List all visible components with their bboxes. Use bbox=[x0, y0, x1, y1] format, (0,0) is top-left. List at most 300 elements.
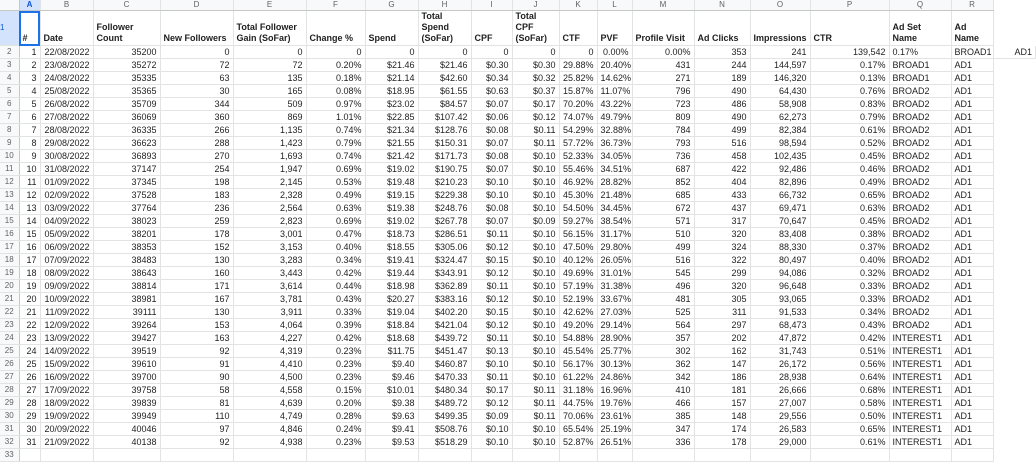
header-cell[interactable]: Profile Visit bbox=[632, 11, 694, 46]
table-cell[interactable]: 26 bbox=[19, 371, 40, 384]
table-cell[interactable]: 784 bbox=[632, 124, 694, 137]
table-cell[interactable]: 0.58% bbox=[810, 397, 889, 410]
table-cell[interactable]: AD1 bbox=[951, 228, 993, 241]
empty-cell[interactable] bbox=[418, 449, 471, 462]
table-cell[interactable]: BROAD2 bbox=[889, 319, 951, 332]
table-cell[interactable]: $305.06 bbox=[418, 241, 471, 254]
table-cell[interactable]: 19.76% bbox=[597, 397, 632, 410]
table-cell[interactable]: 27,007 bbox=[750, 397, 810, 410]
table-cell[interactable]: $0.11 bbox=[471, 280, 512, 293]
table-cell[interactable]: BROAD2 bbox=[889, 111, 951, 124]
table-cell[interactable]: $9.41 bbox=[365, 423, 418, 436]
table-cell[interactable]: $0.10 bbox=[512, 254, 559, 267]
table-cell[interactable]: AD1 bbox=[951, 72, 993, 85]
table-cell[interactable]: 8 bbox=[19, 137, 40, 150]
table-cell[interactable]: $18.55 bbox=[365, 241, 418, 254]
table-cell[interactable]: $0.12 bbox=[471, 241, 512, 254]
header-cell[interactable]: Follower Count bbox=[93, 11, 160, 46]
table-cell[interactable]: 47.50% bbox=[559, 241, 597, 254]
table-cell[interactable]: 49.79% bbox=[597, 111, 632, 124]
table-cell[interactable]: 0.39% bbox=[306, 319, 365, 332]
table-cell[interactable]: 0.23% bbox=[306, 436, 365, 449]
empty-cell[interactable] bbox=[889, 449, 951, 462]
table-cell[interactable]: 30.13% bbox=[597, 358, 632, 371]
table-cell[interactable]: 37147 bbox=[93, 163, 160, 176]
table-cell[interactable]: 0 bbox=[512, 46, 559, 59]
table-cell[interactable]: 10 bbox=[19, 163, 40, 176]
table-cell[interactable]: AD1 bbox=[951, 189, 993, 202]
table-cell[interactable]: 70.06% bbox=[559, 410, 597, 423]
table-cell[interactable]: $0.10 bbox=[512, 332, 559, 345]
table-cell[interactable]: $0.07 bbox=[471, 137, 512, 150]
column-letter-B[interactable]: B bbox=[40, 0, 93, 11]
table-cell[interactable]: 0.53% bbox=[306, 176, 365, 189]
table-cell[interactable]: AD1 bbox=[951, 280, 993, 293]
table-cell[interactable]: 58,908 bbox=[750, 98, 810, 111]
table-cell[interactable]: 0 bbox=[365, 46, 418, 59]
table-cell[interactable]: $42.60 bbox=[418, 72, 471, 85]
table-cell[interactable]: 0.43% bbox=[810, 319, 889, 332]
table-cell[interactable]: $0.09 bbox=[471, 410, 512, 423]
table-cell[interactable]: $499.35 bbox=[418, 410, 471, 423]
table-cell[interactable]: 15/09/2022 bbox=[40, 358, 93, 371]
table-cell[interactable]: 148 bbox=[694, 410, 750, 423]
table-cell[interactable]: 672 bbox=[632, 202, 694, 215]
column-letter-C[interactable]: C bbox=[93, 0, 160, 11]
table-cell[interactable]: 35200 bbox=[93, 46, 160, 59]
table-cell[interactable]: 22/08/2022 bbox=[40, 46, 93, 59]
table-cell[interactable]: 39839 bbox=[93, 397, 160, 410]
table-cell[interactable]: 0.38% bbox=[810, 228, 889, 241]
table-cell[interactable]: 357 bbox=[632, 332, 694, 345]
table-cell[interactable]: 37345 bbox=[93, 176, 160, 189]
table-cell[interactable]: 163 bbox=[160, 332, 233, 345]
table-cell[interactable]: 39264 bbox=[93, 319, 160, 332]
table-cell[interactable]: AD1 bbox=[951, 332, 993, 345]
table-cell[interactable]: 385 bbox=[632, 410, 694, 423]
table-cell[interactable]: 26,583 bbox=[750, 423, 810, 436]
table-cell[interactable]: BROAD2 bbox=[889, 150, 951, 163]
table-cell[interactable]: 0.74% bbox=[306, 150, 365, 163]
table-cell[interactable]: $0.10 bbox=[512, 319, 559, 332]
table-cell[interactable]: 516 bbox=[694, 137, 750, 150]
table-cell[interactable]: 92 bbox=[160, 436, 233, 449]
table-cell[interactable]: 0.20% bbox=[306, 397, 365, 410]
table-cell[interactable]: 181 bbox=[694, 384, 750, 397]
table-cell[interactable]: BROAD2 bbox=[889, 124, 951, 137]
table-cell[interactable]: 5 bbox=[19, 98, 40, 111]
table-cell[interactable]: 0.32% bbox=[810, 267, 889, 280]
empty-cell[interactable] bbox=[233, 449, 306, 462]
header-cell[interactable]: Total CPF (SoFar) bbox=[512, 11, 559, 46]
table-cell[interactable]: $0.10 bbox=[512, 280, 559, 293]
table-cell[interactable]: 56.17% bbox=[559, 358, 597, 371]
table-cell[interactable]: 36069 bbox=[93, 111, 160, 124]
table-cell[interactable]: 311 bbox=[694, 306, 750, 319]
table-cell[interactable]: $439.72 bbox=[418, 332, 471, 345]
table-cell[interactable]: 0.23% bbox=[306, 371, 365, 384]
table-cell[interactable]: $0.10 bbox=[512, 163, 559, 176]
column-letter-J[interactable]: J bbox=[512, 0, 559, 11]
row-number[interactable]: 4 bbox=[0, 72, 19, 85]
table-cell[interactable]: 336 bbox=[632, 436, 694, 449]
row-number[interactable]: 31 bbox=[0, 423, 19, 436]
row-number[interactable]: 19 bbox=[0, 267, 19, 280]
table-cell[interactable]: 4,410 bbox=[233, 358, 306, 371]
table-cell[interactable]: 57.72% bbox=[559, 137, 597, 150]
table-cell[interactable]: 2,145 bbox=[233, 176, 306, 189]
table-cell[interactable]: 9 bbox=[19, 150, 40, 163]
table-cell[interactable]: 525 bbox=[632, 306, 694, 319]
table-cell[interactable]: 0.34% bbox=[306, 254, 365, 267]
table-cell[interactable]: 39111 bbox=[93, 306, 160, 319]
table-cell[interactable]: 410 bbox=[632, 384, 694, 397]
table-cell[interactable]: 4,938 bbox=[233, 436, 306, 449]
row-number[interactable]: 1 bbox=[0, 11, 19, 46]
table-cell[interactable]: AD1 bbox=[951, 384, 993, 397]
table-cell[interactable]: $0.34 bbox=[471, 72, 512, 85]
table-cell[interactable]: 3,911 bbox=[233, 306, 306, 319]
table-cell[interactable]: 0.49% bbox=[306, 189, 365, 202]
table-cell[interactable]: $0.15 bbox=[471, 254, 512, 267]
table-cell[interactable]: 28.82% bbox=[597, 176, 632, 189]
row-number[interactable]: 16 bbox=[0, 228, 19, 241]
table-cell[interactable]: $21.34 bbox=[365, 124, 418, 137]
column-letter-F[interactable]: F bbox=[306, 0, 365, 11]
table-cell[interactable]: 35335 bbox=[93, 72, 160, 85]
table-cell[interactable]: $0.12 bbox=[471, 397, 512, 410]
column-letter-O[interactable]: O bbox=[750, 0, 810, 11]
table-cell[interactable]: 320 bbox=[694, 228, 750, 241]
table-cell[interactable]: $0.10 bbox=[471, 189, 512, 202]
table-cell[interactable]: 36335 bbox=[93, 124, 160, 137]
table-cell[interactable]: 157 bbox=[694, 397, 750, 410]
table-cell[interactable]: 05/09/2022 bbox=[40, 228, 93, 241]
table-cell[interactable]: 687 bbox=[632, 163, 694, 176]
table-cell[interactable]: $0.10 bbox=[512, 150, 559, 163]
table-cell[interactable]: 26.05% bbox=[597, 254, 632, 267]
table-cell[interactable]: BROAD2 bbox=[889, 137, 951, 150]
table-cell[interactable]: 38353 bbox=[93, 241, 160, 254]
table-cell[interactable]: INTEREST1 bbox=[889, 371, 951, 384]
table-cell[interactable]: 422 bbox=[694, 163, 750, 176]
table-cell[interactable]: BROAD2 bbox=[889, 85, 951, 98]
table-cell[interactable]: 3,781 bbox=[233, 293, 306, 306]
table-cell[interactable]: 19/09/2022 bbox=[40, 410, 93, 423]
table-cell[interactable]: 69,471 bbox=[750, 202, 810, 215]
table-cell[interactable]: 347 bbox=[632, 423, 694, 436]
row-number[interactable]: 24 bbox=[0, 332, 19, 345]
column-letter-D[interactable]: D bbox=[160, 0, 233, 11]
empty-cell[interactable] bbox=[512, 449, 559, 462]
table-cell[interactable]: 45.30% bbox=[559, 189, 597, 202]
table-cell[interactable]: 29,556 bbox=[750, 410, 810, 423]
table-cell[interactable]: 0.42% bbox=[306, 267, 365, 280]
table-cell[interactable]: 28,938 bbox=[750, 371, 810, 384]
table-cell[interactable]: 4 bbox=[19, 85, 40, 98]
table-cell[interactable]: $0.11 bbox=[512, 410, 559, 423]
table-cell[interactable]: 30/08/2022 bbox=[40, 150, 93, 163]
table-cell[interactable]: 26.51% bbox=[597, 436, 632, 449]
table-cell[interactable]: $421.04 bbox=[418, 319, 471, 332]
header-cell[interactable]: # bbox=[19, 11, 40, 46]
table-cell[interactable]: 4,064 bbox=[233, 319, 306, 332]
table-cell[interactable]: 26/08/2022 bbox=[40, 98, 93, 111]
table-cell[interactable]: 91 bbox=[160, 358, 233, 371]
table-cell[interactable]: 0.23% bbox=[306, 358, 365, 371]
table-cell[interactable]: 54.29% bbox=[559, 124, 597, 137]
table-cell[interactable]: $460.87 bbox=[418, 358, 471, 371]
table-cell[interactable]: 4,500 bbox=[233, 371, 306, 384]
table-cell[interactable]: $19.41 bbox=[365, 254, 418, 267]
row-number[interactable]: 33 bbox=[0, 449, 19, 462]
table-cell[interactable]: 564 bbox=[632, 319, 694, 332]
table-cell[interactable]: 12 bbox=[19, 189, 40, 202]
table-cell[interactable]: 0.47% bbox=[306, 228, 365, 241]
table-cell[interactable]: $19.04 bbox=[365, 306, 418, 319]
table-cell[interactable]: 0.61% bbox=[810, 124, 889, 137]
header-cell[interactable]: Impressions bbox=[750, 11, 810, 46]
table-cell[interactable]: 0.83% bbox=[810, 98, 889, 111]
column-letter-Q[interactable]: Q bbox=[889, 0, 951, 11]
table-cell[interactable]: 481 bbox=[632, 293, 694, 306]
table-cell[interactable]: 93,065 bbox=[750, 293, 810, 306]
column-letter-H[interactable]: H bbox=[418, 0, 471, 11]
row-number[interactable]: 23 bbox=[0, 319, 19, 332]
table-cell[interactable]: 809 bbox=[632, 111, 694, 124]
table-cell[interactable]: $0.12 bbox=[471, 267, 512, 280]
table-cell[interactable]: 31 bbox=[19, 436, 40, 449]
table-cell[interactable]: 26,666 bbox=[750, 384, 810, 397]
table-cell[interactable]: $18.73 bbox=[365, 228, 418, 241]
table-cell[interactable]: 18/09/2022 bbox=[40, 397, 93, 410]
table-cell[interactable]: 3,153 bbox=[233, 241, 306, 254]
table-cell[interactable]: 0.45% bbox=[810, 150, 889, 163]
table-cell[interactable]: 362 bbox=[632, 358, 694, 371]
table-cell[interactable]: $0.17 bbox=[471, 384, 512, 397]
table-cell[interactable]: BROAD2 bbox=[889, 215, 951, 228]
table-cell[interactable]: 0.00% bbox=[597, 46, 632, 59]
table-cell[interactable]: INTEREST1 bbox=[889, 358, 951, 371]
table-cell[interactable]: 23 bbox=[19, 332, 40, 345]
table-cell[interactable]: 0.33% bbox=[306, 306, 365, 319]
table-cell[interactable]: 7 bbox=[19, 124, 40, 137]
table-cell[interactable]: AD1 bbox=[951, 306, 993, 319]
table-cell[interactable]: $0.15 bbox=[471, 306, 512, 319]
table-cell[interactable]: INTEREST1 bbox=[889, 397, 951, 410]
table-cell[interactable]: BROAD2 bbox=[889, 254, 951, 267]
table-cell[interactable]: 72 bbox=[160, 59, 233, 72]
table-cell[interactable]: 70.20% bbox=[559, 98, 597, 111]
table-cell[interactable]: AD1 bbox=[951, 267, 993, 280]
table-cell[interactable]: AD1 bbox=[951, 319, 993, 332]
table-cell[interactable]: 0.65% bbox=[810, 189, 889, 202]
table-cell[interactable]: 0.43% bbox=[306, 293, 365, 306]
table-cell[interactable]: 52.19% bbox=[559, 293, 597, 306]
table-cell[interactable]: $0.10 bbox=[512, 267, 559, 280]
table-cell[interactable]: $0.10 bbox=[471, 436, 512, 449]
table-cell[interactable]: 545 bbox=[632, 267, 694, 280]
table-cell[interactable]: BROAD2 bbox=[889, 202, 951, 215]
table-cell[interactable]: 0.00% bbox=[632, 46, 694, 59]
table-cell[interactable]: $0.30 bbox=[512, 59, 559, 72]
table-cell[interactable]: 2,328 bbox=[233, 189, 306, 202]
table-cell[interactable]: 3,614 bbox=[233, 280, 306, 293]
row-number[interactable]: 9 bbox=[0, 137, 19, 150]
table-cell[interactable]: BROAD2 bbox=[889, 267, 951, 280]
table-cell[interactable]: 82,896 bbox=[750, 176, 810, 189]
table-cell[interactable]: 39519 bbox=[93, 345, 160, 358]
table-cell[interactable]: BROAD2 bbox=[889, 241, 951, 254]
row-number[interactable]: 18 bbox=[0, 254, 19, 267]
table-cell[interactable]: 88,330 bbox=[750, 241, 810, 254]
table-cell[interactable]: 31/08/2022 bbox=[40, 163, 93, 176]
table-cell[interactable]: 869 bbox=[233, 111, 306, 124]
table-cell[interactable]: $0.08 bbox=[471, 202, 512, 215]
table-cell[interactable]: 288 bbox=[160, 137, 233, 150]
table-cell[interactable]: $0.10 bbox=[512, 371, 559, 384]
table-cell[interactable]: $324.47 bbox=[418, 254, 471, 267]
column-letter-G[interactable]: G bbox=[365, 0, 418, 11]
table-cell[interactable]: 297 bbox=[694, 319, 750, 332]
table-cell[interactable]: 0.51% bbox=[810, 345, 889, 358]
table-cell[interactable]: $21.46 bbox=[365, 59, 418, 72]
table-cell[interactable]: 0.40% bbox=[810, 254, 889, 267]
table-cell[interactable]: $19.44 bbox=[365, 267, 418, 280]
table-cell[interactable]: 146,320 bbox=[750, 72, 810, 85]
table-cell[interactable]: $480.34 bbox=[418, 384, 471, 397]
table-cell[interactable]: 39949 bbox=[93, 410, 160, 423]
table-cell[interactable]: $22.85 bbox=[365, 111, 418, 124]
table-cell[interactable]: $19.38 bbox=[365, 202, 418, 215]
table-cell[interactable]: 4,639 bbox=[233, 397, 306, 410]
table-cell[interactable]: 98,594 bbox=[750, 137, 810, 150]
table-cell[interactable]: 01/09/2022 bbox=[40, 176, 93, 189]
row-number[interactable]: 2 bbox=[0, 46, 19, 59]
table-cell[interactable]: 96,648 bbox=[750, 280, 810, 293]
table-cell[interactable]: $0.11 bbox=[512, 137, 559, 150]
row-number[interactable]: 22 bbox=[0, 306, 19, 319]
table-cell[interactable]: 0.34% bbox=[810, 306, 889, 319]
table-cell[interactable]: BROAD2 bbox=[889, 280, 951, 293]
table-cell[interactable]: 44.75% bbox=[559, 397, 597, 410]
table-cell[interactable]: 0.64% bbox=[810, 371, 889, 384]
table-cell[interactable]: 4,749 bbox=[233, 410, 306, 423]
table-cell[interactable]: 14.62% bbox=[597, 72, 632, 85]
table-cell[interactable]: 305 bbox=[694, 293, 750, 306]
table-cell[interactable]: 46.92% bbox=[559, 176, 597, 189]
table-cell[interactable]: $518.29 bbox=[418, 436, 471, 449]
table-cell[interactable]: AD1 bbox=[951, 85, 993, 98]
table-cell[interactable]: $0.07 bbox=[471, 98, 512, 111]
table-cell[interactable]: 29,000 bbox=[750, 436, 810, 449]
table-cell[interactable]: $0.10 bbox=[512, 176, 559, 189]
table-cell[interactable]: 16 bbox=[19, 241, 40, 254]
table-cell[interactable]: 47,872 bbox=[750, 332, 810, 345]
table-cell[interactable]: 0.28% bbox=[306, 410, 365, 423]
header-cell[interactable]: CTR bbox=[810, 11, 889, 46]
table-cell[interactable]: 83,408 bbox=[750, 228, 810, 241]
table-cell[interactable]: 25 bbox=[19, 358, 40, 371]
table-cell[interactable]: 62,273 bbox=[750, 111, 810, 124]
empty-cell[interactable] bbox=[951, 449, 993, 462]
table-cell[interactable]: $0.10 bbox=[471, 358, 512, 371]
table-cell[interactable]: 135 bbox=[233, 72, 306, 85]
table-cell[interactable]: 36623 bbox=[93, 137, 160, 150]
table-cell[interactable]: 54.50% bbox=[559, 202, 597, 215]
table-cell[interactable]: 6 bbox=[19, 111, 40, 124]
row-number[interactable]: 32 bbox=[0, 436, 19, 449]
column-letter-K[interactable]: K bbox=[559, 0, 597, 11]
row-number[interactable]: 11 bbox=[0, 163, 19, 176]
empty-cell[interactable] bbox=[365, 449, 418, 462]
table-cell[interactable]: AD1 bbox=[951, 176, 993, 189]
empty-cell[interactable] bbox=[632, 449, 694, 462]
table-cell[interactable]: INTEREST1 bbox=[889, 384, 951, 397]
header-cell[interactable]: Ad Clicks bbox=[694, 11, 750, 46]
table-cell[interactable]: AD1 bbox=[951, 254, 993, 267]
table-cell[interactable]: 266 bbox=[160, 124, 233, 137]
table-cell[interactable]: 3 bbox=[19, 72, 40, 85]
table-cell[interactable]: $0.11 bbox=[512, 124, 559, 137]
table-cell[interactable]: $286.51 bbox=[418, 228, 471, 241]
table-cell[interactable]: 130 bbox=[160, 306, 233, 319]
header-cell[interactable]: PVF bbox=[597, 11, 632, 46]
table-cell[interactable]: 37528 bbox=[93, 189, 160, 202]
table-cell[interactable]: 94,086 bbox=[750, 267, 810, 280]
table-cell[interactable]: $508.76 bbox=[418, 423, 471, 436]
table-cell[interactable]: 56.15% bbox=[559, 228, 597, 241]
table-cell[interactable]: 59.27% bbox=[559, 215, 597, 228]
table-cell[interactable]: BROAD2 bbox=[889, 228, 951, 241]
table-cell[interactable]: AD1 bbox=[951, 202, 993, 215]
table-cell[interactable]: 70,647 bbox=[750, 215, 810, 228]
table-cell[interactable]: 39610 bbox=[93, 358, 160, 371]
table-cell[interactable]: 147 bbox=[694, 358, 750, 371]
table-cell[interactable]: $9.53 bbox=[365, 436, 418, 449]
table-cell[interactable]: $10.01 bbox=[365, 384, 418, 397]
table-cell[interactable]: $19.02 bbox=[365, 215, 418, 228]
table-cell[interactable]: 06/09/2022 bbox=[40, 241, 93, 254]
table-cell[interactable]: 34.05% bbox=[597, 150, 632, 163]
table-cell[interactable]: $0.08 bbox=[471, 150, 512, 163]
row-number[interactable]: 13 bbox=[0, 189, 19, 202]
table-cell[interactable]: $0.10 bbox=[512, 436, 559, 449]
table-cell[interactable]: 27.03% bbox=[597, 306, 632, 319]
table-cell[interactable]: 433 bbox=[694, 189, 750, 202]
table-cell[interactable]: 499 bbox=[694, 124, 750, 137]
table-cell[interactable]: 27 bbox=[19, 384, 40, 397]
empty-cell[interactable] bbox=[471, 449, 512, 462]
table-cell[interactable]: 299 bbox=[694, 267, 750, 280]
table-cell[interactable]: 431 bbox=[632, 59, 694, 72]
table-cell[interactable]: $362.89 bbox=[418, 280, 471, 293]
table-cell[interactable]: 178 bbox=[160, 228, 233, 241]
table-cell[interactable]: $21.46 bbox=[418, 59, 471, 72]
table-cell[interactable]: 0.52% bbox=[810, 137, 889, 150]
table-cell[interactable]: 38814 bbox=[93, 280, 160, 293]
empty-cell[interactable] bbox=[597, 449, 632, 462]
table-cell[interactable]: 20 bbox=[19, 293, 40, 306]
table-cell[interactable]: 31.38% bbox=[597, 280, 632, 293]
table-cell[interactable]: $19.15 bbox=[365, 189, 418, 202]
table-cell[interactable]: 19 bbox=[19, 280, 40, 293]
row-number[interactable]: 29 bbox=[0, 397, 19, 410]
table-cell[interactable]: 09/09/2022 bbox=[40, 280, 93, 293]
table-cell[interactable]: AD1 bbox=[993, 46, 1036, 59]
table-cell[interactable]: 31.17% bbox=[597, 228, 632, 241]
table-cell[interactable]: $107.42 bbox=[418, 111, 471, 124]
